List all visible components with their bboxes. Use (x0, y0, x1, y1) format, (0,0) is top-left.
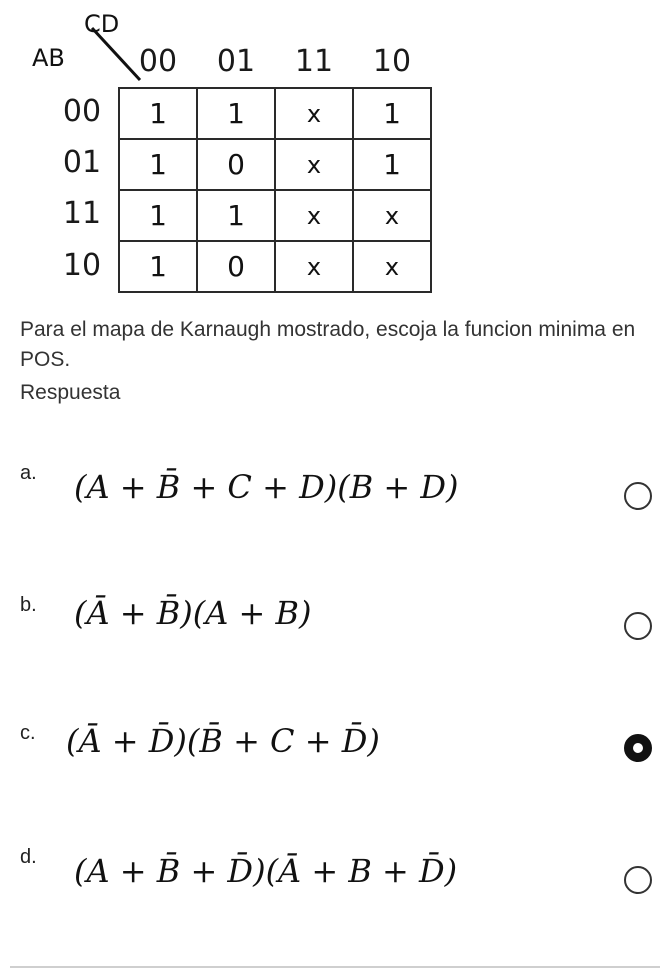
kmap-cell: 1 (119, 190, 197, 241)
kmap-cell: 1 (353, 88, 431, 139)
option-expression: (Ā + D̄)(B̄ + C + D̄) (66, 722, 380, 760)
kmap-cell: x (275, 88, 353, 139)
kmap-row-label: 00 (62, 94, 102, 129)
option-expression: (A + B̄ + D̄)(Ā + B + D̄) (74, 852, 458, 890)
kmap-col-label: 01 (216, 44, 256, 79)
option-expression: (A + B̄ + C + D)(B + D) (74, 468, 459, 506)
option-letter: a. (20, 462, 37, 484)
option-radio[interactable] (624, 482, 652, 510)
option-b[interactable] (0, 594, 668, 674)
option-letter: c. (20, 722, 36, 744)
kmap-cell: 1 (119, 139, 197, 190)
option-a[interactable] (0, 462, 668, 542)
kmap-col-variable: CD (84, 10, 120, 38)
kmap-row (119, 88, 431, 139)
kmap-col-label: 00 (138, 44, 178, 79)
kmap-cell: 1 (119, 241, 197, 292)
option-radio[interactable] (624, 612, 652, 640)
kmap-cell: x (275, 241, 353, 292)
answer-label: Respuesta (20, 381, 121, 404)
kmap-col-label: 10 (372, 44, 412, 79)
kmap-cell: 1 (119, 88, 197, 139)
option-letter: d. (20, 846, 37, 868)
kmap-row-label: 01 (62, 145, 102, 180)
karnaugh-map (0, 0, 440, 300)
kmap-row (119, 139, 431, 190)
kmap-row (119, 241, 431, 292)
kmap-cell: 0 (197, 241, 275, 292)
kmap-cell: 1 (197, 190, 275, 241)
option-letter: b. (20, 594, 37, 616)
kmap-cell: 0 (197, 139, 275, 190)
option-d[interactable] (0, 846, 668, 926)
kmap-cell: x (275, 139, 353, 190)
kmap-row-label: 11 (62, 196, 102, 231)
kmap-col-label: 11 (294, 44, 334, 79)
kmap-row-label: 10 (62, 248, 102, 283)
kmap-row (119, 190, 431, 241)
option-radio[interactable] (624, 866, 652, 894)
option-c[interactable] (0, 722, 668, 802)
kmap-cell: 1 (353, 139, 431, 190)
kmap-row-variable: AB (32, 44, 65, 72)
question-text: Para el mapa de Karnaugh mostrado, escoja la funcion minima en POS. (20, 318, 636, 371)
kmap-cell: x (353, 190, 431, 241)
kmap-cell: 1 (197, 88, 275, 139)
option-expression: (Ā + B̄)(A + B) (74, 594, 312, 632)
kmap-grid (118, 87, 432, 293)
option-radio[interactable] (624, 734, 652, 762)
divider (10, 966, 660, 968)
kmap-cell: x (353, 241, 431, 292)
kmap-cell: x (275, 190, 353, 241)
